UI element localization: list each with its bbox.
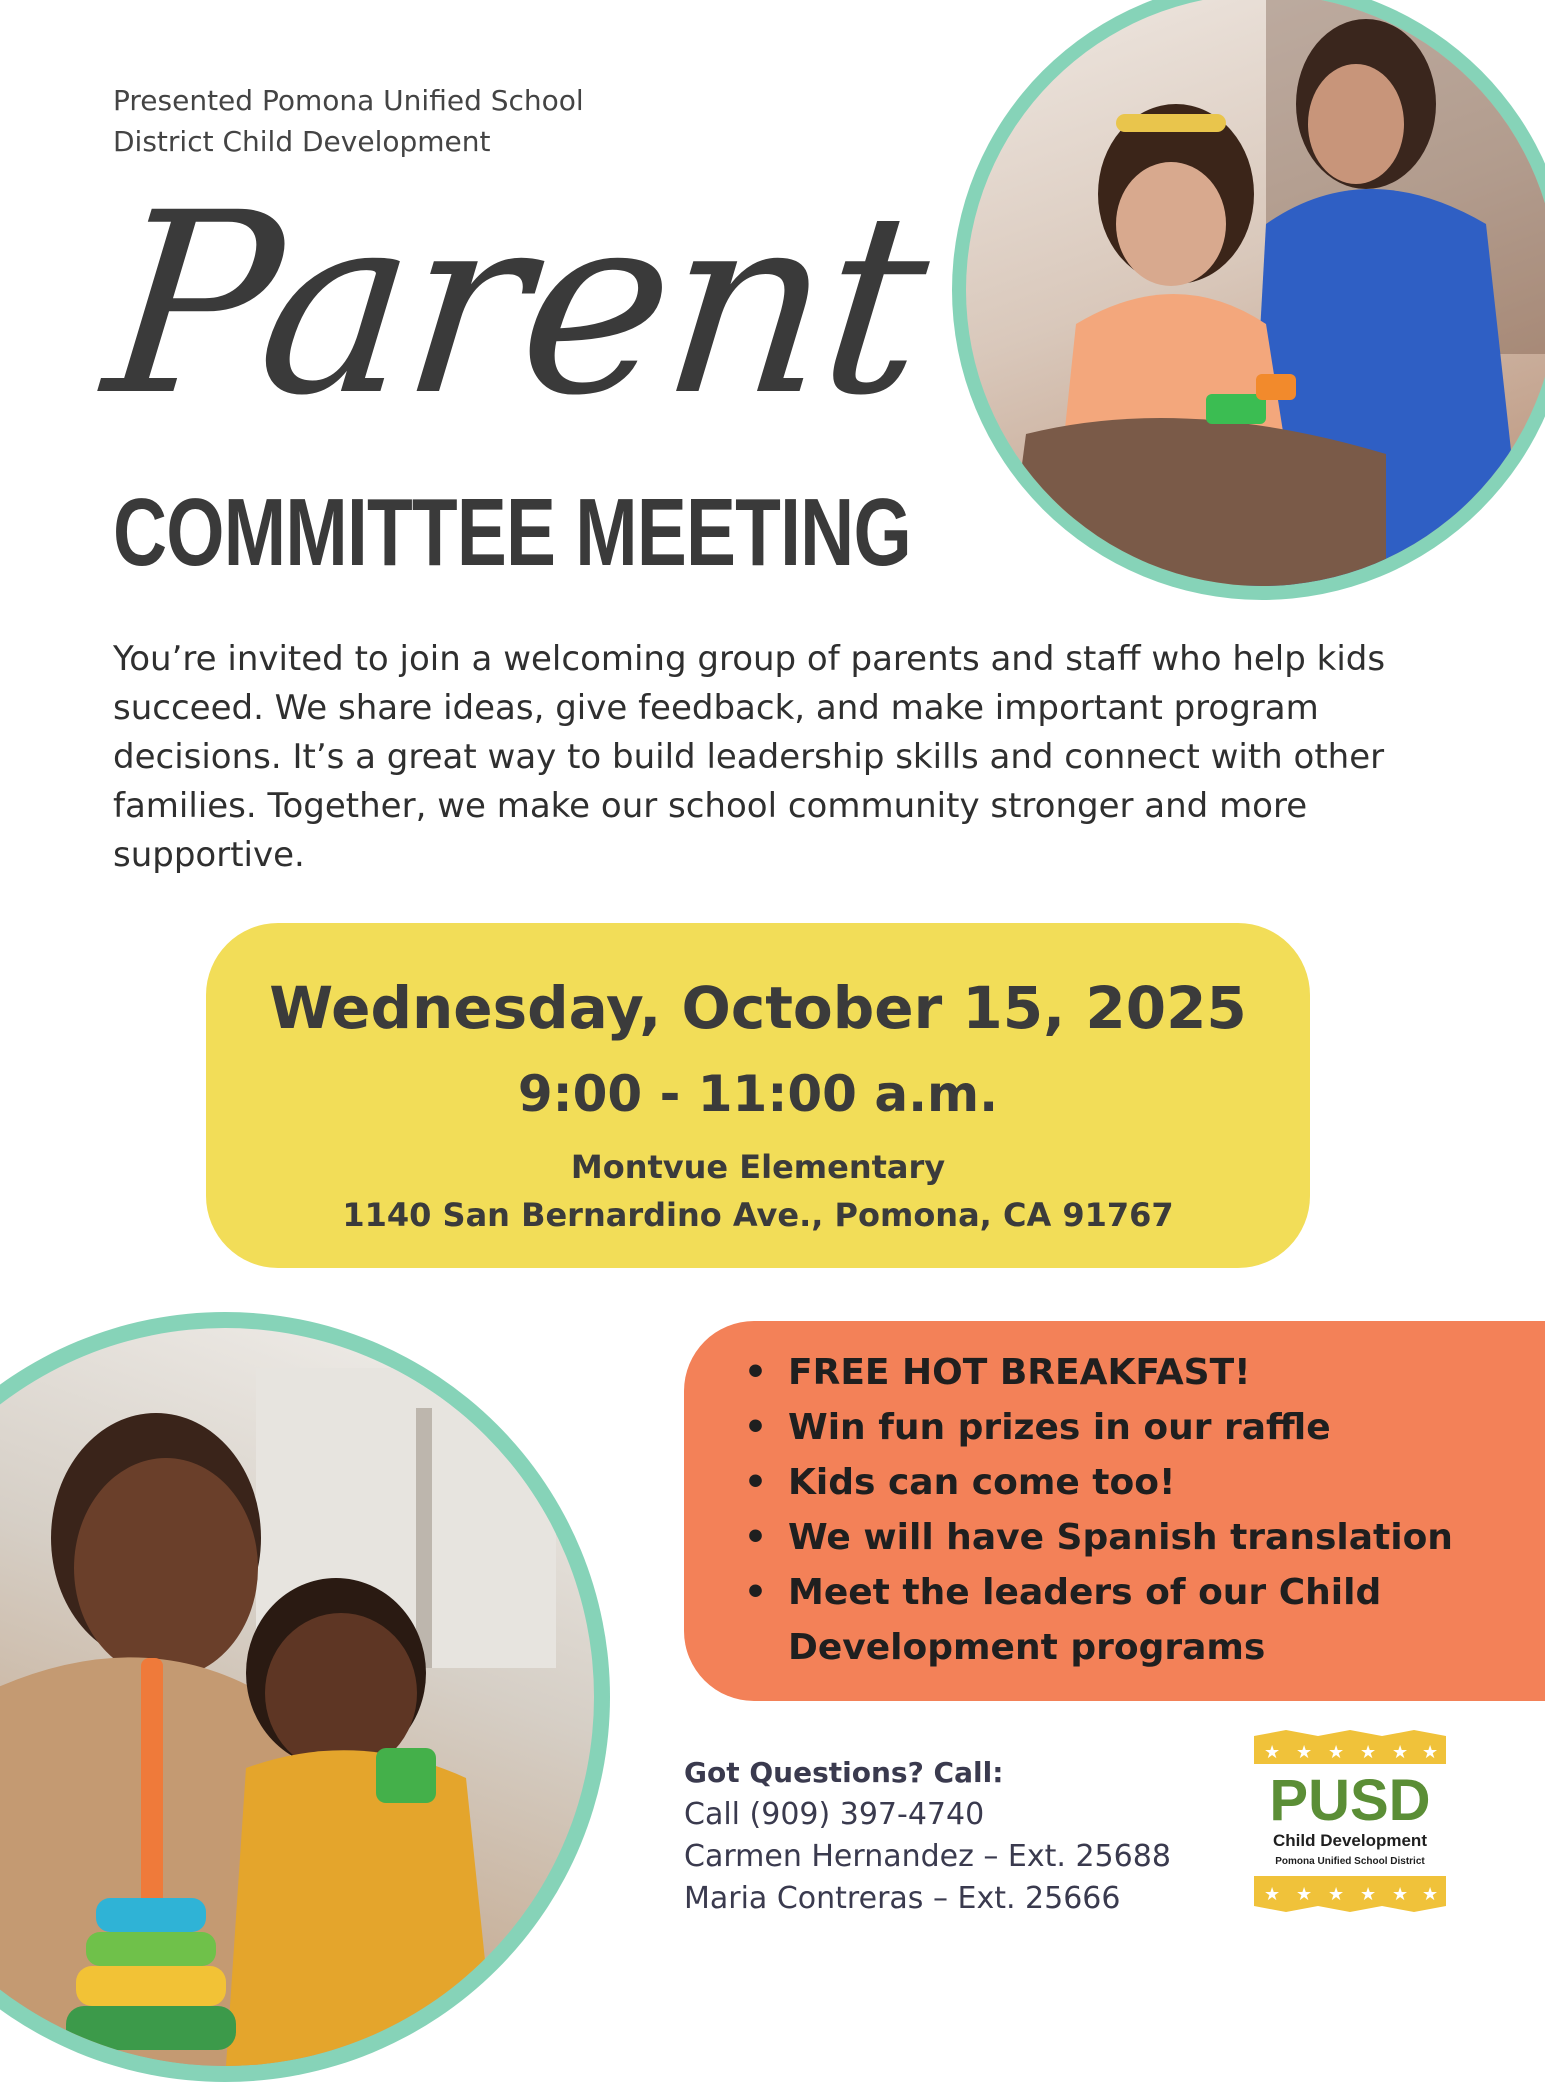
star-icon: ★ (1422, 1884, 1439, 1905)
perk-item (744, 1565, 1544, 1675)
perk-item (744, 1510, 1544, 1565)
photo-illustration (0, 1328, 594, 2066)
contact-person-1: Carmen Hernandez – Ext. 25688 (684, 1839, 1171, 1874)
contact-phone: Call (909) 397-4740 (684, 1797, 985, 1832)
perks-list (744, 1345, 1544, 1675)
perk-item (744, 1345, 1544, 1400)
photo-illustration (966, 0, 1545, 586)
bullet-icon: • (744, 1517, 768, 1558)
perk-item (744, 1400, 1544, 1455)
contact-heading: Got Questions? Call: (684, 1756, 1004, 1789)
contact-person-2: Maria Contreras – Ext. 25666 (684, 1881, 1121, 1916)
logo-line-1: Child Development (1273, 1831, 1427, 1850)
pusd-logo (1250, 1730, 1450, 1920)
event-details-box (206, 923, 1310, 1268)
photo-mother-daughter (952, 0, 1545, 600)
bullet-icon: • (744, 1572, 768, 1613)
photo-father-daughter (0, 1312, 610, 2082)
presenter-line-2: District Child Development (113, 125, 491, 158)
star-icon: ★ (1264, 1742, 1281, 1763)
event-address: 1140 San Bernardino Ave., Pomona, CA 91767 (342, 1196, 1174, 1234)
star-icon: ★ (1328, 1884, 1345, 1905)
bullet-icon: • (744, 1352, 768, 1393)
pusd-logo-graphic (1250, 1730, 1450, 1920)
star-icon: ★ (1422, 1742, 1439, 1763)
perks-box (684, 1321, 1545, 1701)
perk-text: Kids can come too! (788, 1462, 1176, 1503)
title-script: Parent (94, 159, 937, 450)
photo-frame (0, 1328, 594, 2066)
bullet-icon: • (744, 1462, 768, 1503)
intro-paragraph: You’re invited to join a welcoming group of parents and staff who help kids succeed. We share ideas, give feedback, and make important program decisions. It’s a great way to build leadership skills and connect with other families. Together, we make our school community stronger and more supportive. (113, 639, 1386, 875)
star-icon: ★ (1296, 1742, 1313, 1763)
star-icon: ★ (1392, 1884, 1409, 1905)
perk-text: We will have Spanish translation (788, 1517, 1453, 1558)
presenter-line-1: Presented Pomona Unified School (113, 84, 584, 117)
presenter-credit (113, 80, 673, 162)
star-icon: ★ (1296, 1884, 1313, 1905)
title-main: COMMITTEE MEETING (113, 479, 911, 586)
perk-item (744, 1455, 1544, 1510)
event-date: Wednesday, October 15, 2025 (269, 974, 1247, 1042)
logo-line-2: Pomona Unified School District (1275, 1856, 1425, 1867)
bullet-icon: • (744, 1407, 768, 1448)
perk-text: Win fun prizes in our raffle (788, 1407, 1331, 1448)
star-icon: ★ (1328, 1742, 1345, 1763)
event-venue: Montvue Elementary (570, 1148, 946, 1186)
star-icon: ★ (1360, 1884, 1377, 1905)
contact-block (684, 1752, 1244, 1920)
perk-text: Meet the leaders of our Child Development programs (788, 1572, 1382, 1668)
star-icon: ★ (1264, 1884, 1281, 1905)
logo-initials: PUSD (1269, 1768, 1431, 1833)
photo-frame (966, 0, 1545, 586)
perk-text: FREE HOT BREAKFAST! (788, 1352, 1251, 1393)
star-icon: ★ (1360, 1742, 1377, 1763)
star-icon: ★ (1392, 1742, 1409, 1763)
event-time: 9:00 - 11:00 a.m. (517, 1065, 999, 1123)
